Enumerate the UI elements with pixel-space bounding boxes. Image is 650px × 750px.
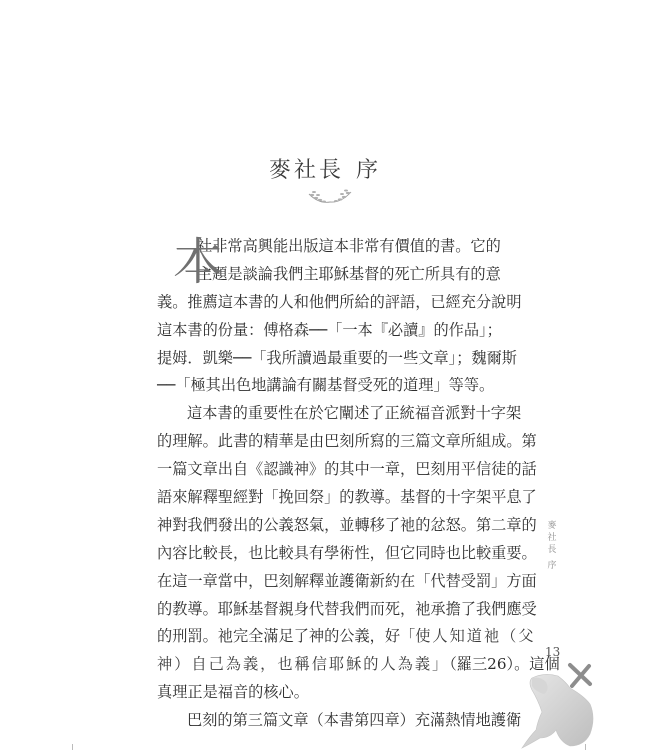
text-line: 這本書的重要性在於它闡述了正統福音派對十字架 [187,404,522,423]
text-line: 神對我們發出的公義怒氣，並轉移了祂的忿怒。第二章的 [157,515,537,534]
text-line: 主題是談論我們主耶穌基督的死亡所具有的意 [197,264,501,283]
page-title [0,153,650,184]
side-tab-char: 序 [547,561,557,571]
text-line: 巴刻的第三篇文章（本書第四章）充滿熱情地護衛 [187,711,522,730]
text-line: 的教導。耶穌基督親身代替我們而死，祂承擔了我們應受 [157,599,537,618]
scripture-quote: 使人知道祂（父 [415,627,536,646]
text-line: 在這一章當中，巴刻解釋並護衛新約在「代替受罰」方面 [157,571,537,590]
scripture-reference: （羅三26）。這個 [449,655,560,674]
text-line: 社非常高興能出版這本非常有價值的書。它的 [197,237,501,255]
crop-mark [585,744,586,750]
lamb-with-cross-icon [510,660,620,750]
text-line: 內容比較長，也比較具有學術性，但它同時也比較重要。 [157,543,537,562]
text-line: ──「極其出色地講論有關基督受死的道理」等等。 [157,376,495,395]
title-suffix: 序 [356,158,382,183]
title-main: 麥社長 [268,158,344,183]
text-line [157,623,536,651]
text-line: 語來解釋聖經對「挽回祭」的教導。基督的十字架平息了 [157,488,537,507]
text-line: 真理正是福音的核心。 [157,683,309,702]
scripture-quote: 神）自己為義，也稱信耶穌的人為義」 [157,655,450,674]
text-line: 提姆．凱樂──「我所讀過最重要的一些文章」；魏爾斯 [157,348,517,367]
side-tab-char: 麥 [547,521,557,531]
page-number: 13 [545,645,561,659]
text-line: 這本書的份量：傅格森──「一本『必讀』的作品」； [157,320,502,339]
laurel-ornament-icon [305,188,355,206]
text-segment: 的刑罰。祂完全滿足了神的公義，好「 [157,627,416,646]
text-line: 義。推薦這本書的人和他們所給的評語，已經充分說明 [157,292,522,311]
chapter-side-tab [545,520,559,572]
drop-cap: 本 [173,233,223,291]
side-tab-char: 社 [547,533,557,543]
text-line: 一篇文章出自《認識神》的其中一章，巴刻用平信徒的話 [157,460,537,479]
side-tab-char: 長 [547,545,557,555]
crop-mark [72,744,73,750]
text-line: 的理解。此書的精華是由巴刻所寫的三篇文章所組成。第 [157,432,537,451]
